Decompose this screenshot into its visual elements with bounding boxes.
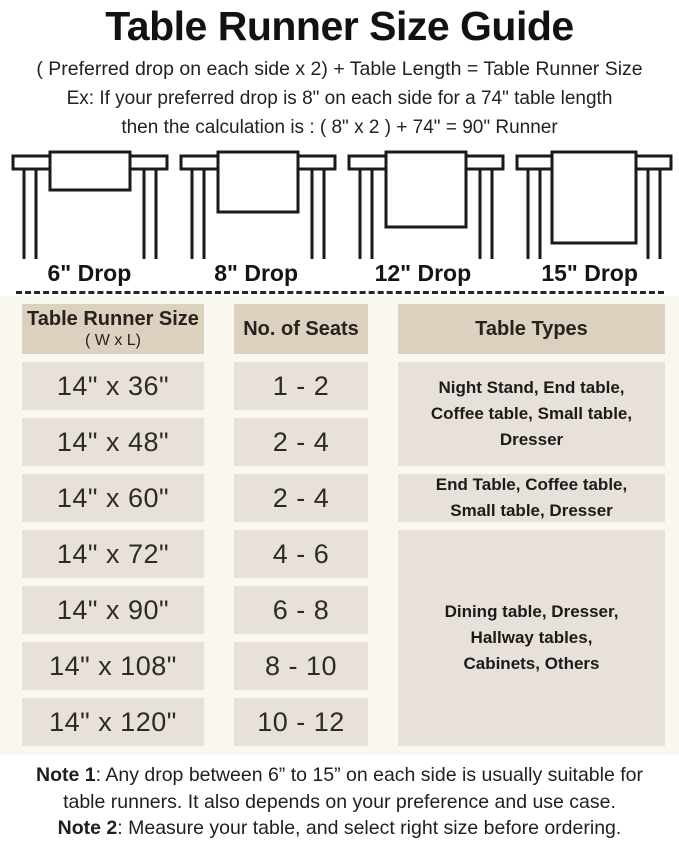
- table-types-cell-small: Night Stand, End table, Coffee table, Small table, Dresser: [398, 362, 665, 466]
- formula-text: ( Preferred drop on each side x 2) + Table Length = Table Runner Size: [36, 58, 643, 80]
- size-table-section: [0, 296, 679, 755]
- header-table-types: [398, 304, 665, 354]
- seats-cell: 6 - 8: [234, 586, 368, 634]
- header-runner-size-label: Table Runner Size: [27, 308, 199, 330]
- table-illustration-12-drop-icon: [342, 149, 510, 259]
- runner-size-cell: 14" x 60": [22, 474, 204, 522]
- header-runner-size-sublabel: ( W x L): [85, 332, 141, 349]
- table-types-cell-large: Dining table, Dresser, Hallway tables, Cabinets, Others: [398, 530, 665, 746]
- header-seats-label: No. of Seats: [243, 317, 359, 340]
- runner-size-cell: 14" x 108": [22, 642, 204, 690]
- table-types-cell-medium: End Table, Coffee table, Small table, Dresser: [398, 474, 665, 522]
- size-guide-table: [22, 304, 665, 746]
- seats-cell: 4 - 6: [234, 530, 368, 578]
- note-1-text-b: table runners. It also depends on your preference and use case.: [63, 790, 616, 813]
- table-illustration-15-drop-icon: [510, 149, 678, 259]
- runner-size-cell: 14" x 36": [22, 362, 204, 410]
- drop-label-8: 8" Drop: [214, 260, 298, 286]
- drop-label-6: 6" Drop: [47, 260, 132, 286]
- table-illustration-6-drop-icon: [6, 149, 174, 259]
- note-2-text: : Measure your table, and select right size before ordering.: [117, 817, 622, 839]
- drop-illustrations-row: [0, 149, 679, 259]
- seats-cell: 8 - 10: [234, 642, 368, 690]
- example-line-1: Ex: If your preferred drop is 8" on each side for a 74" table length: [66, 88, 613, 109]
- drop-labels-row: [0, 260, 679, 287]
- note-2-line: [0, 815, 679, 842]
- note-1-line-2: [0, 789, 679, 816]
- drop-label-12: 12" Drop: [374, 260, 472, 286]
- runner-size-cell: 14" x 120": [22, 698, 204, 746]
- header-seats: [234, 304, 368, 354]
- seats-cell: 2 - 4: [234, 418, 368, 466]
- seats-cell: 1 - 2: [234, 362, 368, 410]
- example-line-2: then the calculation is : ( 8" x 2 ) + 74" = 90" Runner: [121, 117, 558, 138]
- table-illustration-8-drop-icon: [174, 149, 342, 259]
- runner-size-cell: 14" x 72": [22, 530, 204, 578]
- header-table-types-label: Table Types: [475, 317, 588, 340]
- seats-cell: 2 - 4: [234, 474, 368, 522]
- runner-size-cell: 14" x 90": [22, 586, 204, 634]
- page-title: Table Runner Size Guide: [105, 3, 574, 49]
- note-2-label: Note 2: [57, 817, 118, 839]
- note-1-text-a: : Any drop between 6” to 15” on each side is usually suitable for: [95, 764, 644, 786]
- notes-section: [0, 762, 679, 842]
- runner-size-cell: 14" x 48": [22, 418, 204, 466]
- header-runner-size: [22, 304, 204, 354]
- drop-label-15: 15" Drop: [541, 260, 638, 286]
- dashed-divider: [16, 291, 664, 294]
- note-1-label: Note 1: [35, 764, 96, 786]
- seats-cell: 10 - 12: [234, 698, 368, 746]
- note-1-line-1: [0, 762, 679, 789]
